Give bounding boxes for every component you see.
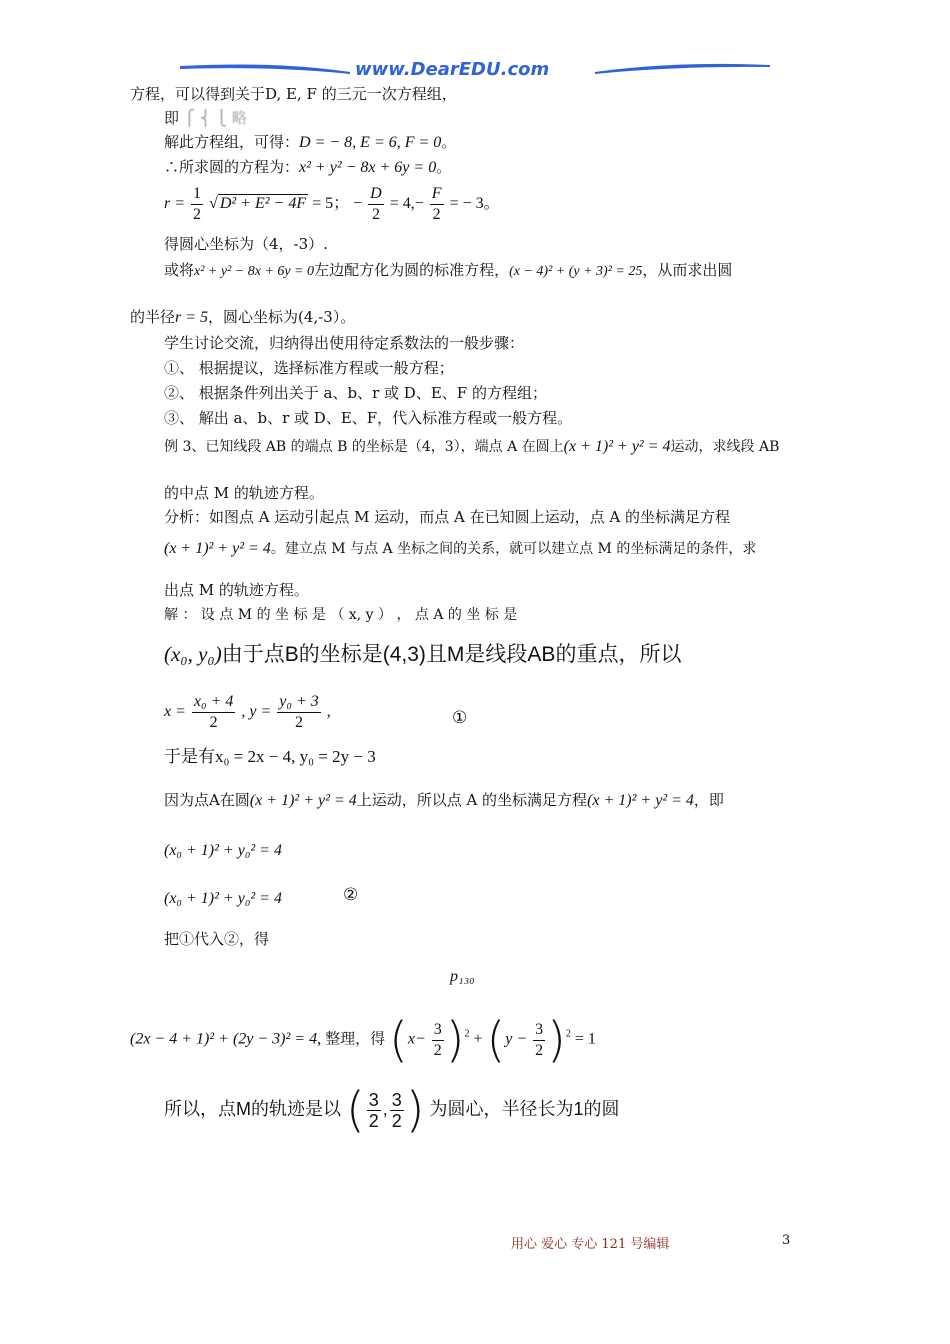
text-line-3: 解此方程组，可得：D = − 8, E = 6, F = 0。: [164, 133, 457, 151]
step-2: ②、 根据条件列出关于 a、b、r 或 D、E、F 的方程组；: [164, 384, 547, 402]
text-line-9: 学生讨论交流，归纳得出使用待定系数法的一般步骤：: [164, 334, 525, 352]
equation-line-24: (x₀ + 1)² + y₀² = 4: [164, 890, 282, 907]
text-line-7: 或将x² + y² − 8x + 6y = 0左边配方化为圆的标准方程，(x − 4)² + (y + 3)² = 25，从而求出圆: [164, 261, 733, 279]
text-line-8: 的半径r = 5，圆心坐标为(4,-3）。: [130, 308, 356, 326]
equation-mark-2: ②: [343, 885, 359, 905]
solution-values: D = − 8, E = 6, F = 0: [299, 134, 442, 151]
text-line-2: [164, 108, 247, 128]
final-equation: (2x − 4 + 1)² + (2y − 3)² = 4, 整理，得 (x− $\frac{3}{2}$ )$^2$ + (y − $\frac{3}{2}$ )$^2$ = 1: [130, 1012, 596, 1068]
solution-line-1: 解 ： 设 点 M 的 坐 标 是 （ x, y ） ， 点 A 的 坐 标 是: [164, 607, 518, 623]
text-line-6: 得圆心坐标为（4，-3）.: [164, 235, 328, 253]
page-ref: p₁₃₀: [450, 968, 475, 985]
page-number: 3: [782, 1233, 791, 1248]
text-line-22: 因为点A在圆(x + 1)² + y² = 4上运动，所以点 A 的坐标满足方程(x + 1)² + y² = 4，即: [164, 791, 724, 809]
analysis-line-2: (x + 1)² + y² = 4。建立点 M 与点 A 坐标之间的关系，就可以建立点 M 的坐标满足的条件，求: [164, 540, 757, 557]
text-line-4: ∴所求圆的方程为：x² + y² − 8x + 6y = 0。: [164, 158, 452, 176]
text-line-25: 把①代入②，得: [164, 930, 270, 948]
circle-general-equation: x² + y² − 8x + 6y = 0: [299, 159, 437, 176]
footer-slogan: 用心 爱心 专心 121 号编辑: [511, 1237, 670, 1252]
equation-mark-1: ①: [452, 708, 468, 728]
radicand: D² + E² − 4F: [219, 195, 307, 213]
example-3: 例 3、已知线段 AB 的端点 B 的坐标是（4，3），端点 A 在圆上(x + 1)² + y² = 4运动，求线段 AB: [164, 438, 780, 455]
midpoint-formula: x = $\frac{\text{x₀ + 4}}{2}$ , y = $\frac{\text{y₀ + 3}}{2}$ ,: [164, 693, 331, 731]
text-line-14: 的中点 M 的轨迹方程。: [164, 484, 324, 502]
radius-formula: r = $\frac{1}{2}$ √ D² + E² − 4F = 5； − $\frac{D}{2}$ = 4,− $\frac{F}{2}$ = − 3。: [164, 185, 500, 223]
label-ji: 即: [164, 109, 180, 127]
step-3: ③、 解出 a、b、r 或 D、E、F，代入标准方程或一般方程。: [164, 409, 573, 427]
equation-system-blurred: ⎧ ⎨ ⎩ 略: [183, 109, 247, 127]
equation-line-23: (x₀ + 1)² + y₀² = 4: [164, 842, 282, 859]
text-line-1: 方程，可以得到关于D, E, F 的三元一次方程组，: [130, 85, 457, 103]
analysis-line-1: 分析：如图点 A 运动引起点 M 运动，而点 A 在已知圆上运动，点 A 的坐标满足方程: [164, 508, 731, 526]
solution-line-2: (x₀, y₀)由于点B的坐标是(4,3)且M是线段AB的重点，所以: [164, 642, 682, 666]
header-site-link[interactable]: www.DearEDU.com: [355, 59, 550, 80]
conclusion-line: 所以，点M的轨迹是以 ( $\frac{3}{2}$ , $\frac{3}{2}$ ) 为圆心，半径长为1的圆: [164, 1082, 620, 1138]
text-line-17: 出点 M 的轨迹方程。: [164, 581, 309, 599]
text-line-21: 于是有x₀ = 2x − 4, y₀ = 2y − 3: [164, 747, 376, 766]
step-1: ①、 根据提议，选择标准方程或一般方程；: [164, 359, 454, 377]
